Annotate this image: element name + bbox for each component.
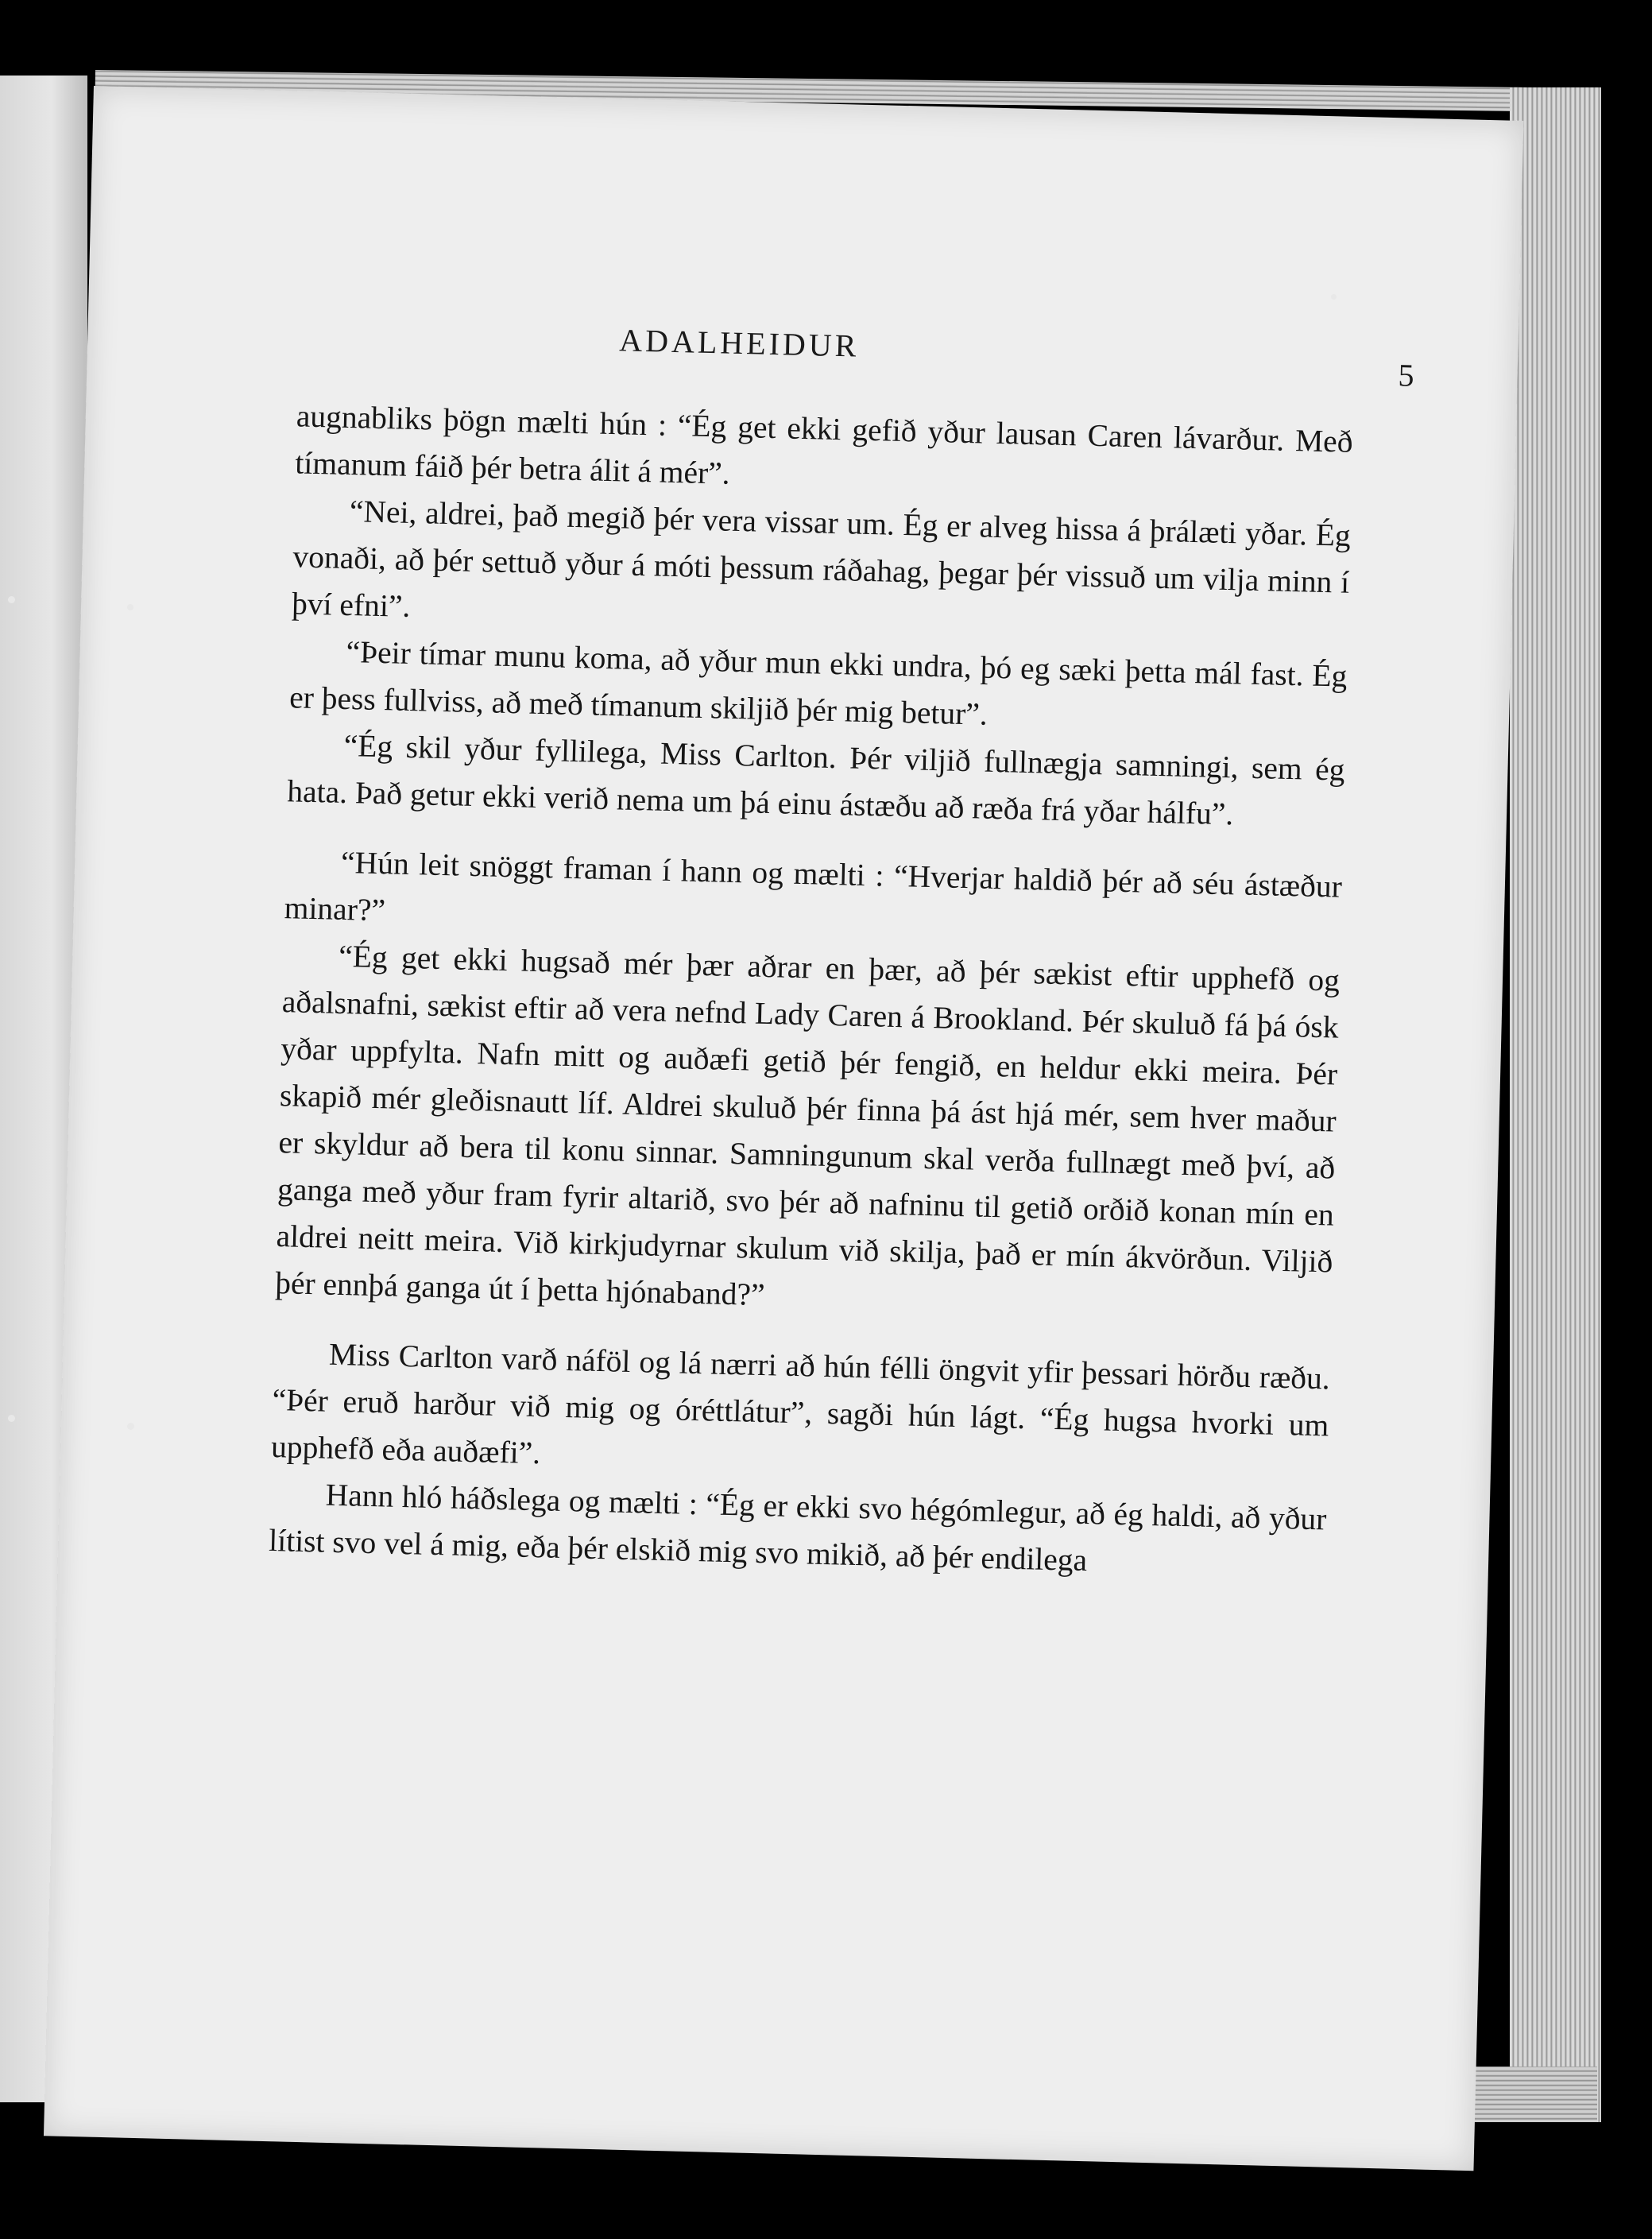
book-page	[44, 86, 1523, 2171]
running-head: ADALHEIDUR	[618, 322, 860, 364]
page-number: 5	[1398, 357, 1415, 393]
dust-speck	[127, 604, 133, 610]
paragraph: “Nei, aldrei, það megið þér vera vissar um. Ég er alveg hissa á þrálæti yðar. Ég vonaði, að þér settuð yður á móti þessum ráðahag, þegar þér vissuð um vilja minn í því efni”.	[291, 494, 1352, 624]
paragraph: Miss Carlton varð náföl og lá nærri að hún félli öngvit yfir þessari hörðu ræðu. “Þér eruð harður við mig og óréttlátur”, sagði hún lágt. “Ég hugsa hvorki um upphefð eða auðæfi”.	[270, 1336, 1331, 1471]
page-stack-right-edge	[1510, 87, 1601, 2122]
paragraph: “Ég skil yður fyllilega, Miss Carlton. Þér viljið fullnægja samningi, sem ég hata. Það getur ekki verið nema um þá einu ástæðu að ræða frá yðar hálfu”.	[286, 727, 1345, 832]
dust-speck	[1331, 294, 1337, 300]
dust-speck	[127, 1423, 134, 1430]
paragraph: augnabliks þögn mælti hún : “Ég get ekki gefið yður lausan Caren lávarður. Með tímanum fáið þér betra álit á mér”.	[294, 398, 1354, 491]
paragraph: Hann hló háðslega og mælti : “Ég er ekki svo hégómlegur, að ég haldi, að yður lítist svo vel á mig, eða þér elskið mig svo mikið, að þér endilega	[268, 1477, 1327, 1579]
paragraph: “Ég get ekki hugsað mér þær aðrar en þær, að þér sækist eftir upphefð og aðalsnafni, sækist eftir að vera nefnd Lady Caren á Brookland. Þér skuluð fá þá ósk yðar uppfylta. Nafn mitt og auðæfi getið þér fengið, en heldur ekki meira. Þér skapið mér gleðisnautt líf. Aldrei skuluð þér finna þá ást hjá mér, sem hver maður er skyldur að bera til konu sinnar. Samningunum skal verða fullnægt með því, að ganga með yður fram fyrir altarið, svo þér að nafninu til getið orðið konan mín en aldrei neitt meira. Við kirkjudyrnar skulum við skilja, það er mín ákvörðun. Viljið þér ennþá ganga út í þetta hjónaband?”	[274, 938, 1341, 1313]
paragraph: “Þeir tímar munu koma, að yður mun ekki undra, þó eg sæki þetta mál fast. Ég er þess fullviss, að með tímanum skiljið þér mig betur”.	[288, 633, 1348, 732]
dust-speck	[8, 596, 15, 603]
page-text	[269, 393, 1354, 1590]
dust-speck	[8, 1415, 15, 1422]
paragraph: “Hún leit snöggt framan í hann og mælti : “Hverjar haldið þér að séu ástæður minar?”	[284, 844, 1343, 928]
